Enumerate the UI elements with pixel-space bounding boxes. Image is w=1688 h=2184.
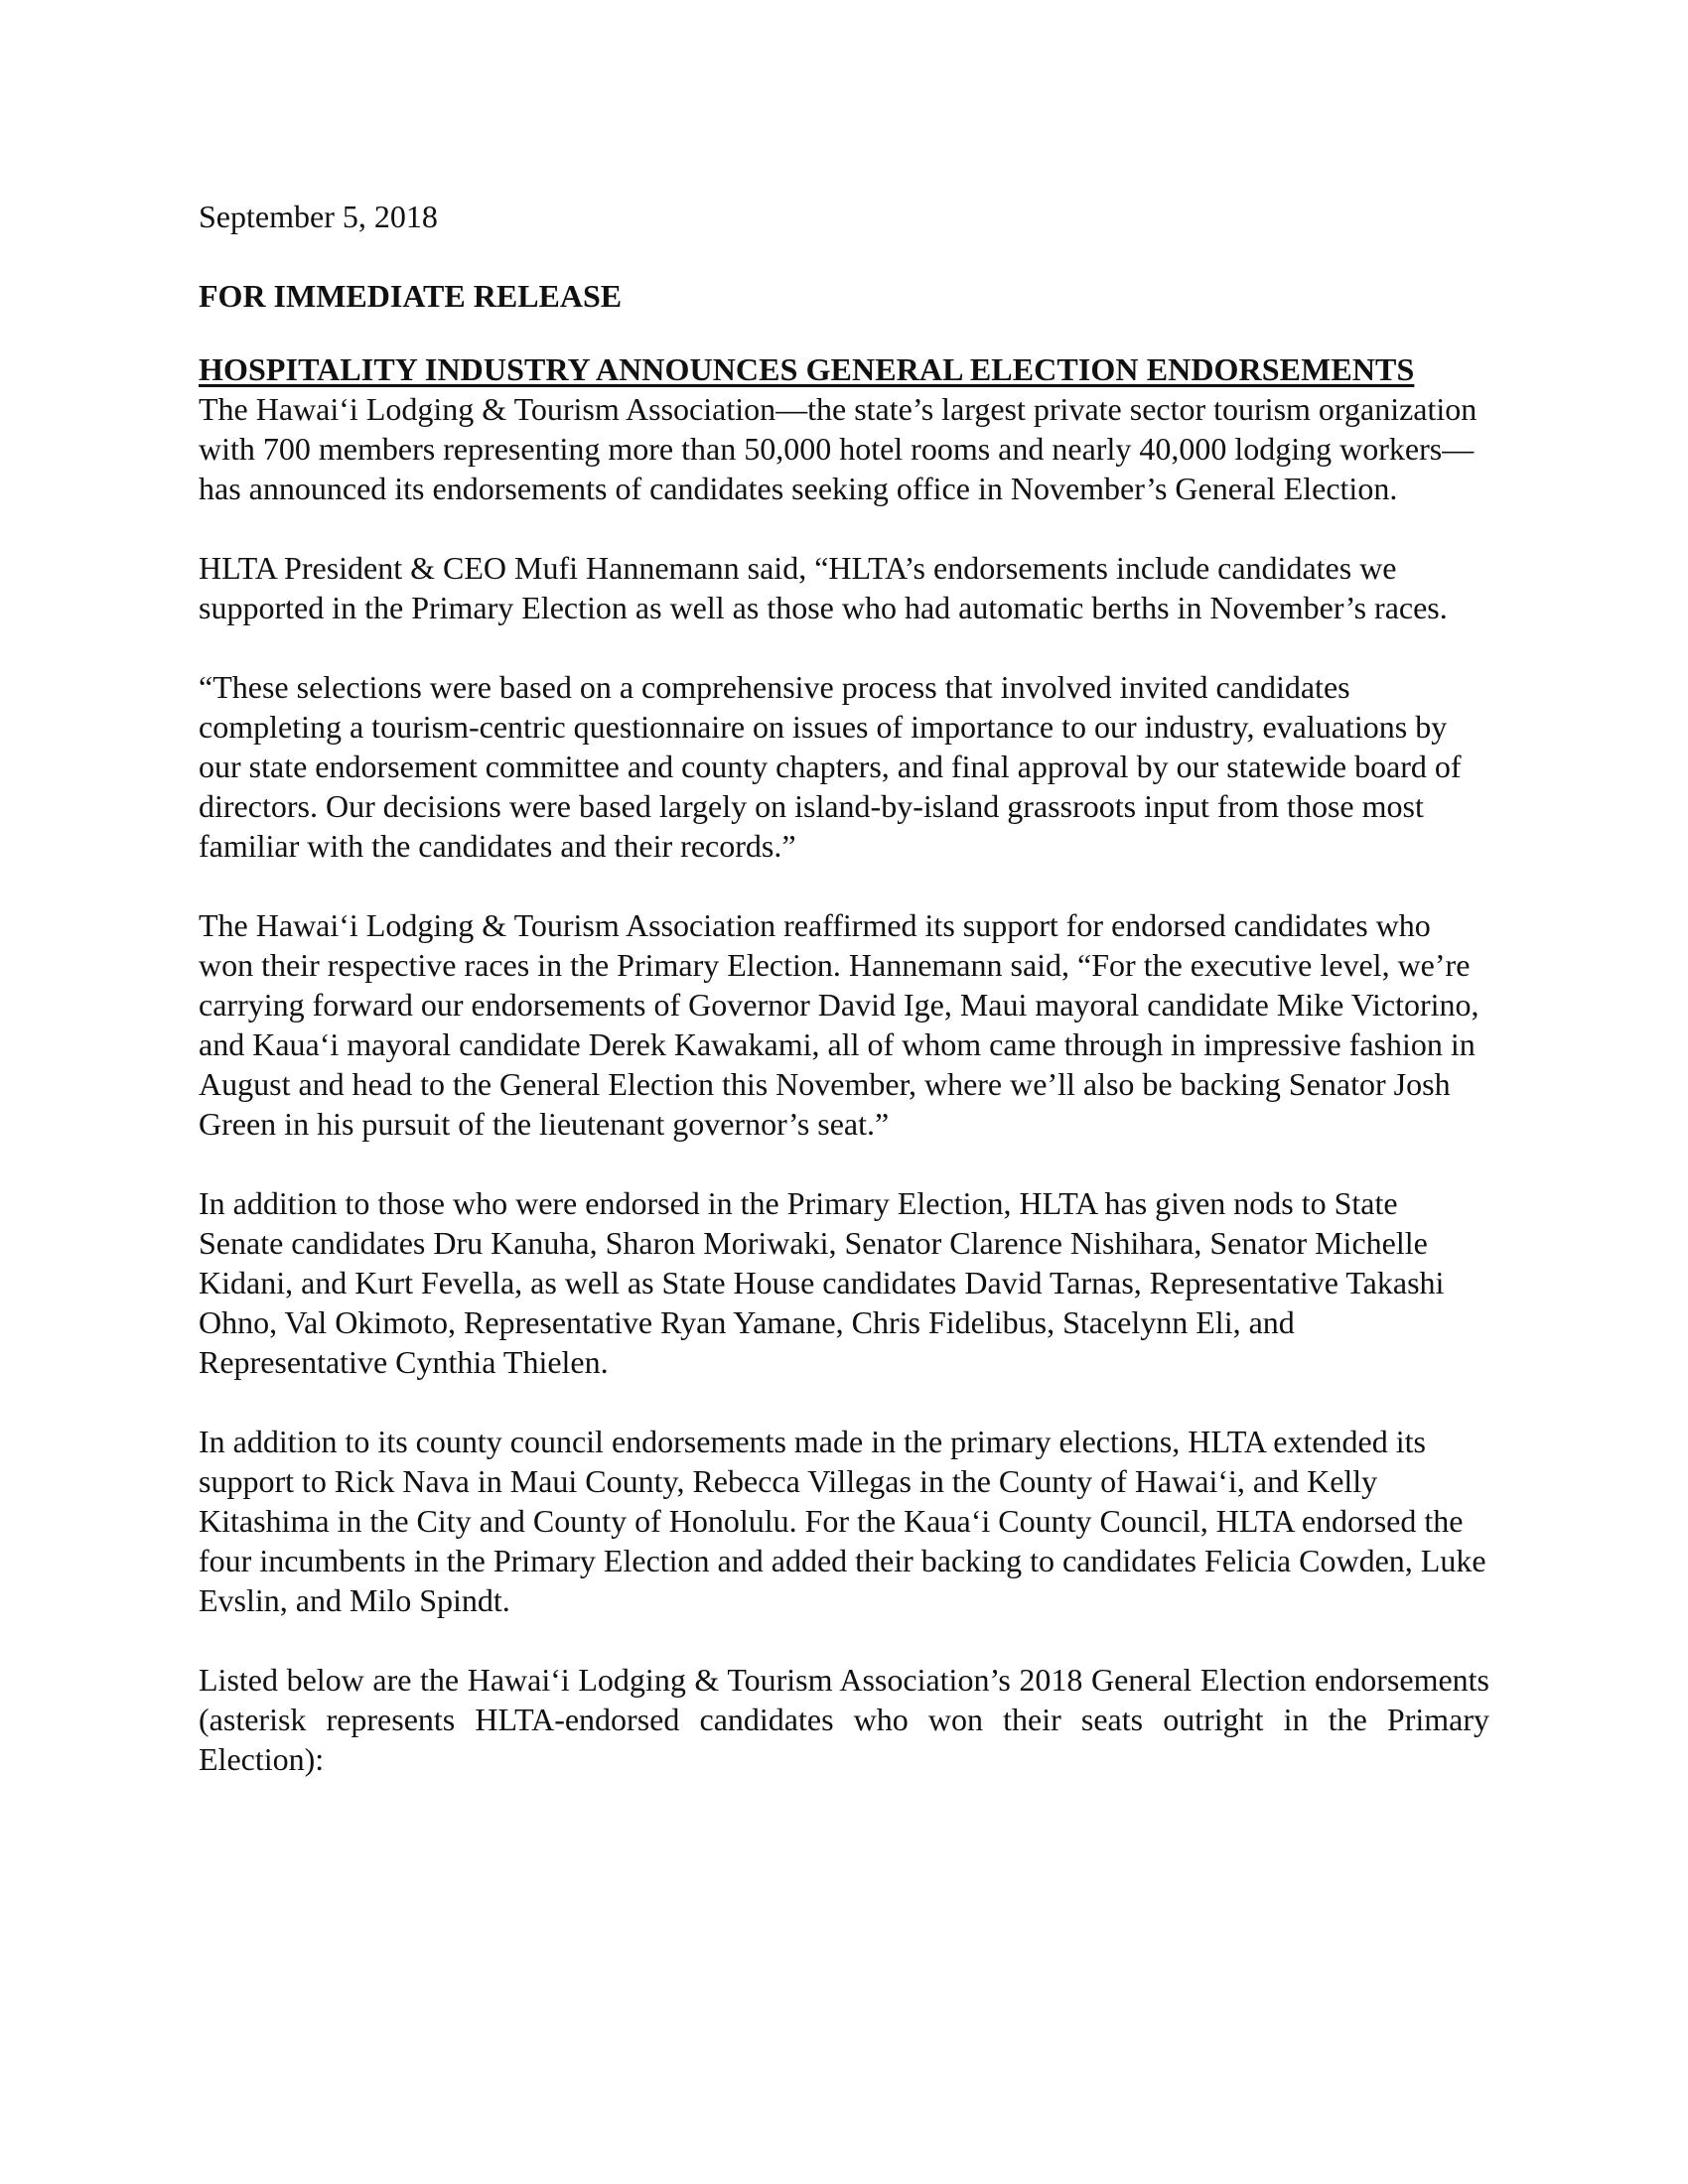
paragraph-president-quote: HLTA President & CEO Mufi Hannemann said, “HLTA’s endorsements include candidates we supported in the Primary Election as well as those who had automatic berths in November’s races. <box>199 550 1448 625</box>
page-title: HOSPITALITY INDUSTRY ANNOUNCES GENERAL ELECTION ENDORSEMENTS <box>199 351 1415 387</box>
paragraph-selection-process: “These selections were based on a comprehensive process that involved invited candidates completing a tourism-centric questionnaire on issues of importance to our industry, evaluations by our state endorsement committee and county chapters, and final approval by our statewide board of directors. Our decisions were based largely on island-by-island grassroots input from those most familiar with the candidates and their records.” <box>199 669 1462 864</box>
press-release-page <box>199 197 1489 1819</box>
paragraph-executive-endorsements: The Hawai‘i Lodging & Tourism Association reaffirmed its support for endorsed candidates who won their respective races in the Primary Election. Hannemann said, “For the executive level, we’re carrying forward our endorsements of Governor David Ige, Maui mayoral candidate Mike Victorino, and Kaua‘i mayoral candidate Derek Kawakami, all of whom came through in impressive fashion in August and head to the General Election this November, where we’ll also be backing Senator Josh Green in his pursuit of the lieutenant governor’s seat.” <box>199 907 1479 1142</box>
release-label: FOR IMMEDIATE RELEASE <box>199 278 623 314</box>
release-date: September 5, 2018 <box>199 199 438 234</box>
paragraph-intro: The Hawai‘i Lodging & Tourism Association—the state’s largest private sector tourism organization with 700 members representing more than 50,000 hotel rooms and nearly 40,000 lodging workers—has announced its endorsements of candidates seeking office in November’s General Election. <box>199 391 1477 506</box>
paragraph-list-intro: Listed below are the Hawai‘i Lodging & Tourism Association’s 2018 General Election endorsements (asterisk represents HLTA-endorsed candidates who won their seats outright in the Primary Election): <box>199 1662 1489 1777</box>
paragraph-council-endorsements: In addition to its county council endorsements made in the primary elections, HLTA extended its support to Rick Nava in Maui County, Rebecca Villegas in the County of Hawai‘i, and Kelly Kitashima in the City and County of Honolulu. For the Kaua‘i County Council, HLTA endorsed the four incumbents in the Primary Election and added their backing to candidates Felicia Cowden, Luke Evslin, and Milo Spindt. <box>199 1424 1486 1618</box>
paragraph-legislative-endorsements: In addition to those who were endorsed in the Primary Election, HLTA has given nods to State Senate candidates Dru Kanuha, Sharon Moriwaki, Senator Clarence Nishihara, Senator Michelle Kidani, and Kurt Fevella, as well as State House candidates David Tarnas, Representative Takashi Ohno, Val Okimoto, Representative Ryan Yamane, Chris Fidelibus, Stacelynn Eli, and Representative Cynthia Thielen. <box>199 1185 1445 1380</box>
